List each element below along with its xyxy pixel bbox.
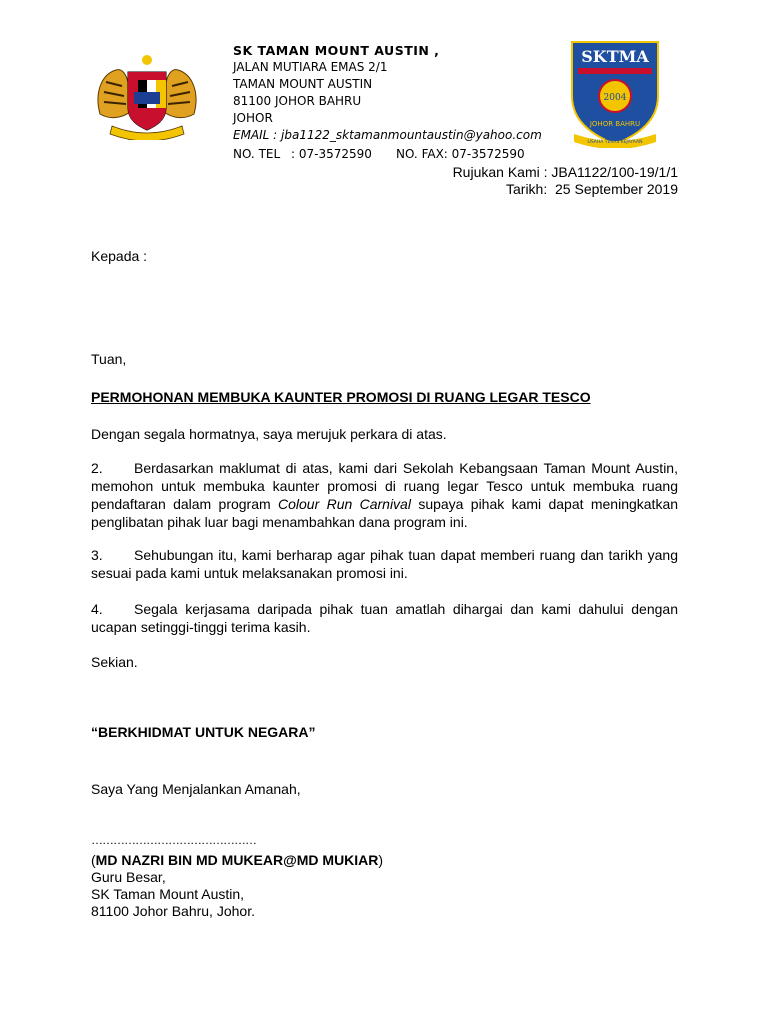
- letter-subject: PERMOHONAN MEMBUKA KAUNTER PROMOSI DI RUANG LEGAR TESCO: [91, 389, 591, 405]
- date-value: 25 September 2019: [555, 181, 678, 197]
- tel-value: : 07-3572590: [291, 147, 372, 161]
- paragraph-3-text: Sehubungan itu, kami berharap agar pihak tuan dapat memberi ruang dan tarikh yang sesuai pada kami untuk melaksanakan promosi ini.: [91, 547, 678, 581]
- contact-line: [233, 146, 542, 163]
- logo-motto: USAHA TERAS KEJAYAAN: [587, 140, 643, 145]
- signatory-paren-open: (: [91, 852, 96, 868]
- paragraph-4-number: 4.: [91, 601, 103, 617]
- address-line-2: TAMAN MOUNT AUSTIN: [233, 77, 373, 91]
- paragraph-2: [91, 459, 678, 531]
- trust-line: Saya Yang Menjalankan Amanah,: [91, 781, 301, 797]
- sktma-school-logo: [570, 40, 660, 148]
- logo-arc-text: JOHOR BAHRU: [589, 120, 641, 128]
- paragraph-2-number: 2.: [91, 460, 103, 476]
- paragraph-2-text-a: Berdasarkan maklumat di atas, kami dari Sekolah Kebangsaan Taman Mount Austin, memohon untuk membuka kaunter promosi di ruang legar Tesco untuk membuka ruang pendaftaran dalam program: [91, 460, 678, 512]
- paragraph-2-text-b: supaya pihak kami dapat meningkatkan penglibatan pihak luar bagi menambahkan dana program ini.: [91, 496, 679, 530]
- signatory-school: SK Taman Mount Austin,: [91, 886, 245, 902]
- reference-number: Rujukan Kami : JBA1122/100-19/1/1: [452, 164, 678, 180]
- reference-block: [428, 164, 678, 198]
- intro-paragraph: Dengan segala hormatnya, saya merujuk perkara di atas.: [91, 426, 447, 442]
- paragraph-4: [91, 600, 678, 636]
- paragraph-3-number: 3.: [91, 547, 103, 563]
- letterhead: [233, 42, 542, 163]
- address-line-4: JOHOR: [233, 111, 273, 125]
- salutation: Tuan,: [91, 351, 127, 367]
- malaysia-coat-of-arms-logo: [92, 52, 202, 140]
- recipient-label: Kepada :: [91, 248, 148, 264]
- star-icon: [142, 55, 152, 65]
- fax-line: NO. FAX: 07-3572590: [396, 147, 525, 161]
- logo-acronym: SKTMA: [581, 47, 649, 66]
- signatory-paren-close: ): [378, 852, 384, 868]
- signature-line: ………………………………………: [91, 833, 256, 847]
- signatory-address: 81100 Johor Bahru, Johor.: [91, 903, 255, 919]
- school-name: SK TAMAN MOUNT AUSTIN ,: [233, 43, 440, 58]
- paragraph-3: [91, 546, 678, 582]
- closing-text: Sekian.: [91, 654, 138, 670]
- paragraph-4-text: Segala kerjasama daripada pihak tuan amatlah dihargai dan kami dahului dengan ucapan setinggi-tinggi terima kasih.: [91, 601, 678, 635]
- date-line: [428, 181, 678, 198]
- date-label: Tarikh:: [506, 181, 548, 197]
- signatory-name: MD NAZRI BIN MD MUKEAR@MD MUKIAR: [95, 852, 379, 868]
- program-name: Colour Run Carnival: [278, 496, 411, 512]
- address-line-1: JALAN MUTIARA EMAS 2/1: [233, 60, 388, 74]
- logo-year: 2004: [603, 93, 627, 103]
- signatory-name-line: [91, 851, 383, 869]
- tel-label: NO. TEL: [233, 147, 281, 161]
- national-motto: “BERKHIDMAT UNTUK NEGARA”: [91, 724, 316, 740]
- signatory-title: Guru Besar,: [91, 869, 166, 885]
- email-line: EMAIL : jba1122_sktamanmountaustin@yahoo.com: [233, 128, 542, 142]
- address-line-3: 81100 JOHOR BAHRU: [233, 94, 362, 108]
